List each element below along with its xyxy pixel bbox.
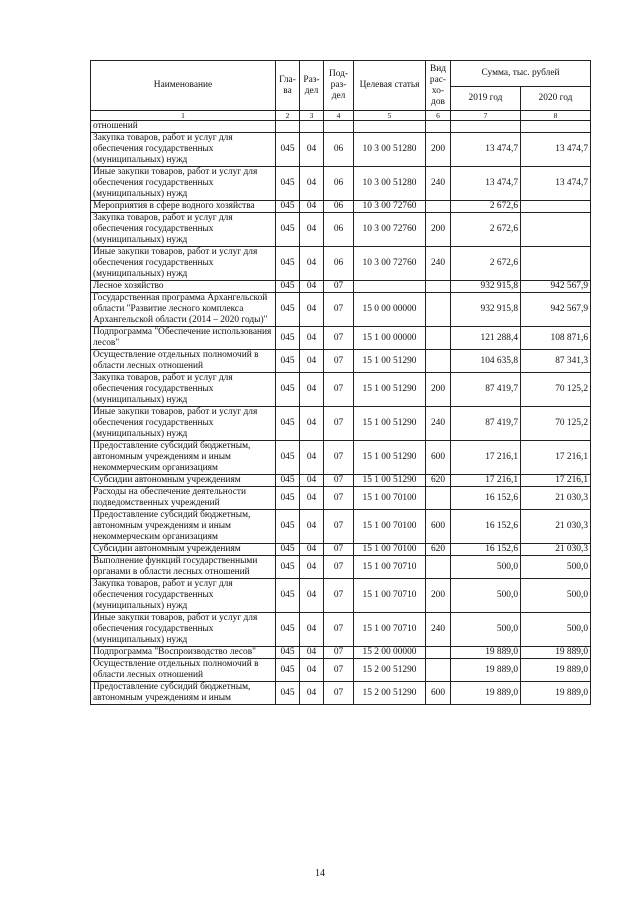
cell-2019: 13 474,7	[451, 133, 521, 167]
cell-target: 15 2 00 51290	[354, 682, 426, 705]
cell-podrazdel: 07	[324, 510, 354, 544]
cell-name: Предоставление субсидий бюджетным, автономным учреждениям и иным некоммерческим организациям	[91, 510, 276, 544]
cell-podrazdel: 07	[324, 407, 354, 441]
cell-2019: 104 635,8	[451, 350, 521, 373]
table-row	[91, 475, 591, 487]
cell-razdel: 04	[300, 350, 324, 373]
col-number: 1	[91, 111, 276, 121]
cell-2020: 500,0	[521, 556, 591, 579]
cell-podrazdel	[324, 121, 354, 133]
cell-podrazdel: 06	[324, 167, 354, 201]
cell-target: 15 1 00 70100	[354, 544, 426, 556]
cell-target: 10 3 00 51280	[354, 167, 426, 201]
cell-2020: 19 889,0	[521, 647, 591, 659]
cell-name: Лесное хозяйство	[91, 281, 276, 293]
cell-glava	[276, 121, 300, 133]
cell-razdel: 04	[300, 281, 324, 293]
cell-2020: 500,0	[521, 579, 591, 613]
cell-target	[354, 121, 426, 133]
col-number: 2	[276, 111, 300, 121]
cell-podrazdel: 07	[324, 556, 354, 579]
header-name: Наименование	[91, 61, 276, 111]
cell-target: 15 2 00 51290	[354, 659, 426, 682]
cell-name: Подпрограмма "Воспроизводство лесов"	[91, 647, 276, 659]
cell-podrazdel: 07	[324, 281, 354, 293]
cell-glava: 045	[276, 647, 300, 659]
cell-2020: 942 567,9	[521, 293, 591, 327]
cell-2019: 16 152,6	[451, 487, 521, 510]
cell-vid: 200	[426, 213, 451, 247]
cell-podrazdel: 07	[324, 613, 354, 647]
cell-podrazdel: 07	[324, 487, 354, 510]
cell-vid	[426, 556, 451, 579]
cell-2020: 87 341,3	[521, 350, 591, 373]
cell-glava: 045	[276, 293, 300, 327]
cell-razdel: 04	[300, 682, 324, 705]
cell-vid: 620	[426, 544, 451, 556]
cell-name: Иные закупки товаров, работ и услуг для обеспечения государственных (муниципальных) нужд	[91, 407, 276, 441]
cell-glava: 045	[276, 556, 300, 579]
cell-razdel: 04	[300, 407, 324, 441]
header-target: Целевая статья	[354, 61, 426, 111]
cell-razdel: 04	[300, 613, 324, 647]
cell-razdel: 04	[300, 487, 324, 510]
cell-2019: 932 915,8	[451, 293, 521, 327]
cell-razdel: 04	[300, 133, 324, 167]
col-number: 7	[451, 111, 521, 121]
table-row	[91, 510, 591, 544]
cell-2020: 21 030,3	[521, 544, 591, 556]
cell-podrazdel: 06	[324, 247, 354, 281]
cell-target: 15 1 00 70710	[354, 613, 426, 647]
cell-razdel: 04	[300, 213, 324, 247]
cell-target	[354, 281, 426, 293]
cell-2020: 19 889,0	[521, 682, 591, 705]
cell-glava: 045	[276, 487, 300, 510]
table-row	[91, 350, 591, 373]
cell-vid: 240	[426, 247, 451, 281]
table-row	[91, 407, 591, 441]
cell-2020: 70 125,2	[521, 407, 591, 441]
cell-name: Субсидии автономным учреждениям	[91, 475, 276, 487]
cell-2020	[521, 201, 591, 213]
cell-podrazdel: 07	[324, 350, 354, 373]
table-row	[91, 441, 591, 475]
cell-2019: 87 419,7	[451, 407, 521, 441]
cell-vid: 200	[426, 579, 451, 613]
cell-razdel: 04	[300, 556, 324, 579]
col-number: 8	[521, 111, 591, 121]
cell-razdel: 04	[300, 327, 324, 350]
cell-podrazdel: 07	[324, 579, 354, 613]
col-number: 5	[354, 111, 426, 121]
cell-glava: 045	[276, 350, 300, 373]
cell-2019: 17 216,1	[451, 441, 521, 475]
cell-glava: 045	[276, 327, 300, 350]
budget-table	[90, 60, 591, 705]
table-row	[91, 213, 591, 247]
cell-glava: 045	[276, 133, 300, 167]
cell-podrazdel: 07	[324, 475, 354, 487]
cell-2019: 19 889,0	[451, 647, 521, 659]
cell-podrazdel: 07	[324, 544, 354, 556]
col-number: 4	[324, 111, 354, 121]
table-row	[91, 201, 591, 213]
table-row	[91, 247, 591, 281]
cell-vid	[426, 647, 451, 659]
cell-target: 15 1 00 00000	[354, 327, 426, 350]
cell-glava: 045	[276, 544, 300, 556]
cell-target: 15 1 00 70710	[354, 556, 426, 579]
cell-podrazdel: 07	[324, 373, 354, 407]
col-number: 6	[426, 111, 451, 121]
cell-name: Иные закупки товаров, работ и услуг для обеспечения государственных (муниципальных) нужд	[91, 247, 276, 281]
cell-name: Выполнение функций государственными органами в области лесных отношений	[91, 556, 276, 579]
cell-2019: 500,0	[451, 556, 521, 579]
cell-name: Субсидии автономным учреждениям	[91, 544, 276, 556]
cell-vid: 240	[426, 407, 451, 441]
cell-vid	[426, 350, 451, 373]
cell-name: Осуществление отдельных полномочий в области лесных отношений	[91, 659, 276, 682]
cell-2020: 942 567,9	[521, 281, 591, 293]
cell-target: 15 1 00 51290	[354, 373, 426, 407]
cell-target: 15 1 00 70710	[354, 579, 426, 613]
cell-vid: 200	[426, 133, 451, 167]
cell-2019: 121 288,4	[451, 327, 521, 350]
table-row	[91, 121, 591, 133]
cell-razdel: 04	[300, 647, 324, 659]
cell-glava: 045	[276, 510, 300, 544]
cell-name: Иные закупки товаров, работ и услуг для обеспечения государственных (муниципальных) нужд	[91, 613, 276, 647]
table-row	[91, 647, 591, 659]
cell-2019: 932 915,8	[451, 281, 521, 293]
cell-target: 10 3 00 72760	[354, 213, 426, 247]
cell-podrazdel: 06	[324, 213, 354, 247]
cell-glava: 045	[276, 281, 300, 293]
cell-razdel: 04	[300, 293, 324, 327]
column-number-row	[91, 111, 591, 121]
table-row	[91, 487, 591, 510]
cell-target: 10 3 00 51280	[354, 133, 426, 167]
cell-2019: 87 419,7	[451, 373, 521, 407]
cell-2020: 70 125,2	[521, 373, 591, 407]
cell-2019: 16 152,6	[451, 544, 521, 556]
cell-glava: 045	[276, 659, 300, 682]
cell-2020: 108 871,6	[521, 327, 591, 350]
cell-vid	[426, 487, 451, 510]
cell-2020: 21 030,3	[521, 487, 591, 510]
table-row	[91, 579, 591, 613]
cell-podrazdel: 07	[324, 293, 354, 327]
header-sum: Сумма, тыс. рублей	[451, 61, 591, 87]
table-row	[91, 133, 591, 167]
cell-razdel: 04	[300, 579, 324, 613]
header-razdel: Раз-дел	[300, 61, 324, 111]
cell-podrazdel: 07	[324, 659, 354, 682]
header-vid: Вид рас-хо-дов	[426, 61, 451, 111]
cell-target: 15 1 00 51290	[354, 407, 426, 441]
cell-glava: 045	[276, 373, 300, 407]
cell-glava: 045	[276, 167, 300, 201]
header-podrazdel: Под-раз-дел	[324, 61, 354, 111]
cell-vid: 600	[426, 441, 451, 475]
cell-razdel	[300, 121, 324, 133]
cell-2019	[451, 121, 521, 133]
cell-2019: 2 672,6	[451, 247, 521, 281]
cell-vid: 600	[426, 510, 451, 544]
cell-vid	[426, 327, 451, 350]
cell-razdel: 04	[300, 475, 324, 487]
cell-2020: 21 030,3	[521, 510, 591, 544]
cell-vid	[426, 659, 451, 682]
cell-2020: 17 216,1	[521, 441, 591, 475]
cell-vid	[426, 293, 451, 327]
cell-name: Предоставление субсидий бюджетным, автономным учреждениям и иным	[91, 682, 276, 705]
cell-podrazdel: 06	[324, 201, 354, 213]
cell-target: 15 0 00 00000	[354, 293, 426, 327]
table-row	[91, 167, 591, 201]
cell-target: 15 1 00 51290	[354, 441, 426, 475]
cell-glava: 045	[276, 201, 300, 213]
cell-name: Иные закупки товаров, работ и услуг для обеспечения государственных (муниципальных) нужд	[91, 167, 276, 201]
table-row	[91, 293, 591, 327]
cell-vid: 620	[426, 475, 451, 487]
cell-2020: 19 889,0	[521, 659, 591, 682]
cell-name: Расходы на обеспечение деятельности подведомственных учреждений	[91, 487, 276, 510]
cell-name: отношений	[91, 121, 276, 133]
cell-razdel: 04	[300, 544, 324, 556]
cell-name: Закупка товаров, работ и услуг для обеспечения государственных (муниципальных) нужд	[91, 579, 276, 613]
cell-glava: 045	[276, 441, 300, 475]
cell-2019: 19 889,0	[451, 682, 521, 705]
cell-vid: 240	[426, 613, 451, 647]
cell-2020	[521, 247, 591, 281]
cell-target: 10 3 00 72760	[354, 247, 426, 281]
cell-podrazdel: 07	[324, 327, 354, 350]
cell-2019: 500,0	[451, 579, 521, 613]
cell-2019: 19 889,0	[451, 659, 521, 682]
cell-razdel: 04	[300, 201, 324, 213]
cell-glava: 045	[276, 475, 300, 487]
table-row	[91, 659, 591, 682]
cell-2020: 17 216,1	[521, 475, 591, 487]
cell-razdel: 04	[300, 247, 324, 281]
cell-name: Мероприятия в сфере водного хозяйства	[91, 201, 276, 213]
header-year-2020: 2020 год	[521, 87, 591, 111]
cell-target: 15 1 00 51290	[354, 475, 426, 487]
cell-name: Закупка товаров, работ и услуг для обеспечения государственных (муниципальных) нужд	[91, 213, 276, 247]
header-year-2019: 2019 год	[451, 87, 521, 111]
table-body	[91, 121, 591, 705]
cell-name: Предоставление субсидий бюджетным, автономным учреждениям и иным некоммерческим организациям	[91, 441, 276, 475]
cell-target: 15 2 00 00000	[354, 647, 426, 659]
table-row	[91, 373, 591, 407]
cell-name: Закупка товаров, работ и услуг для обеспечения государственных (муниципальных) нужд	[91, 133, 276, 167]
cell-2019: 16 152,6	[451, 510, 521, 544]
cell-target: 15 1 00 51290	[354, 350, 426, 373]
cell-name: Подпрограмма "Обеспечение использования лесов"	[91, 327, 276, 350]
cell-razdel: 04	[300, 510, 324, 544]
cell-glava: 045	[276, 682, 300, 705]
table-row	[91, 613, 591, 647]
cell-razdel: 04	[300, 373, 324, 407]
cell-glava: 045	[276, 213, 300, 247]
table-row	[91, 281, 591, 293]
cell-2019: 13 474,7	[451, 167, 521, 201]
cell-name: Государственная программа Архангельской области "Развитие лесного комплекса Архангельской области (2014 – 2020 годы)"	[91, 293, 276, 327]
cell-razdel: 04	[300, 441, 324, 475]
cell-vid	[426, 281, 451, 293]
cell-2020	[521, 121, 591, 133]
cell-vid: 600	[426, 682, 451, 705]
cell-name: Закупка товаров, работ и услуг для обеспечения государственных (муниципальных) нужд	[91, 373, 276, 407]
cell-2020: 500,0	[521, 613, 591, 647]
cell-target: 10 3 00 72760	[354, 201, 426, 213]
cell-podrazdel: 07	[324, 441, 354, 475]
cell-podrazdel: 07	[324, 682, 354, 705]
cell-2019: 2 672,6	[451, 213, 521, 247]
cell-2019: 500,0	[451, 613, 521, 647]
cell-podrazdel: 06	[324, 133, 354, 167]
cell-2020: 13 474,7	[521, 167, 591, 201]
cell-2019: 17 216,1	[451, 475, 521, 487]
cell-target: 15 1 00 70100	[354, 510, 426, 544]
cell-target: 15 1 00 70100	[354, 487, 426, 510]
cell-razdel: 04	[300, 167, 324, 201]
cell-vid: 240	[426, 167, 451, 201]
page-number: 14	[315, 868, 325, 879]
header-glava: Гла-ва	[276, 61, 300, 111]
table-row	[91, 682, 591, 705]
cell-name: Осуществление отдельных полномочий в области лесных отношений	[91, 350, 276, 373]
cell-razdel: 04	[300, 659, 324, 682]
cell-glava: 045	[276, 613, 300, 647]
cell-vid	[426, 201, 451, 213]
cell-vid: 200	[426, 373, 451, 407]
table-row	[91, 556, 591, 579]
col-number: 3	[300, 111, 324, 121]
cell-glava: 045	[276, 247, 300, 281]
cell-2020	[521, 213, 591, 247]
cell-vid	[426, 121, 451, 133]
table-row	[91, 327, 591, 350]
cell-glava: 045	[276, 407, 300, 441]
cell-2019: 2 672,6	[451, 201, 521, 213]
cell-2020: 13 474,7	[521, 133, 591, 167]
cell-podrazdel: 07	[324, 647, 354, 659]
cell-glava: 045	[276, 579, 300, 613]
table-row	[91, 544, 591, 556]
